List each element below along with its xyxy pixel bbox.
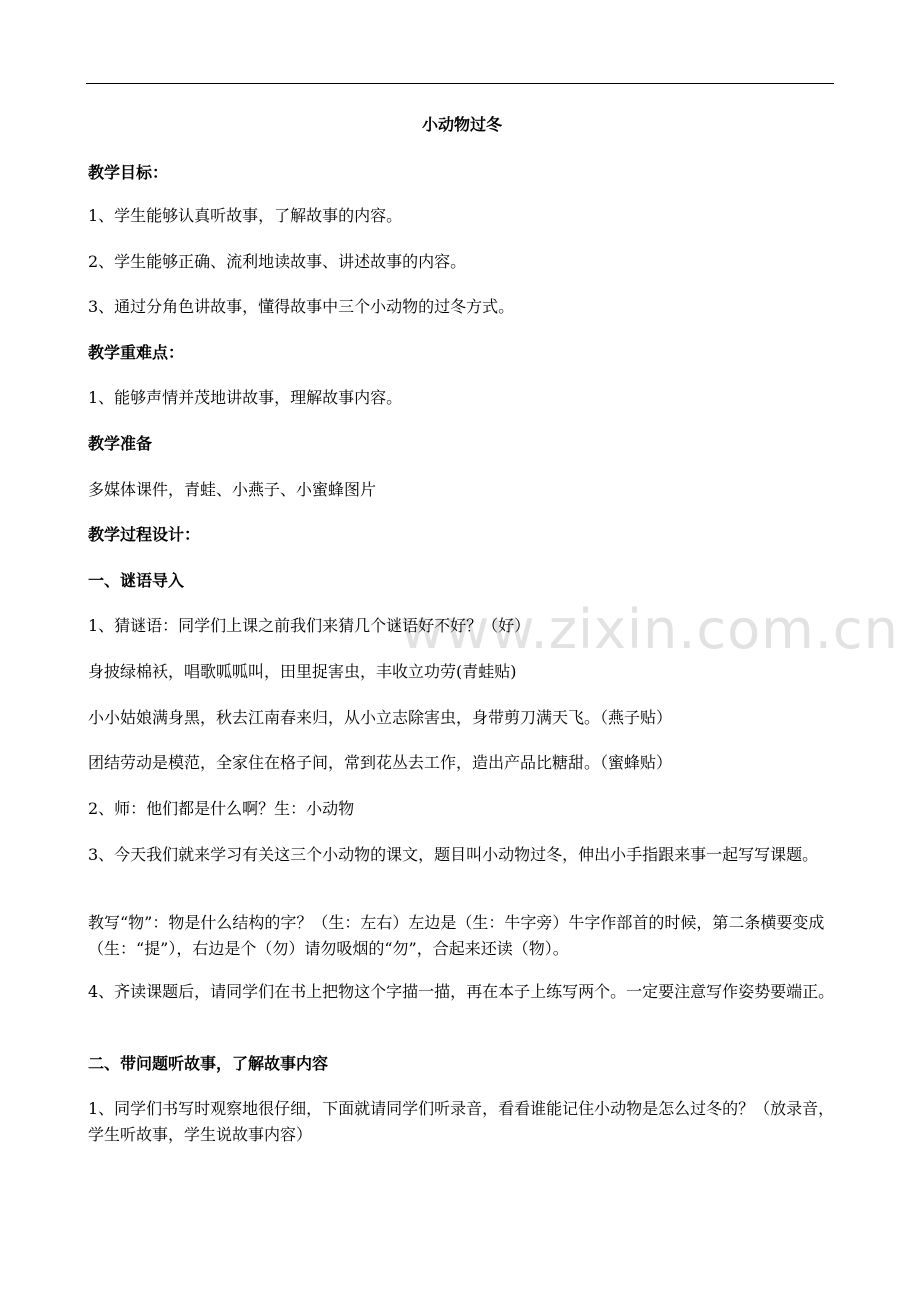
riddle-bee: 团结劳动是模范，全家住在格子间，常到花丛去工作，造出产品比糖甜。（蜜蜂贴）	[88, 753, 673, 772]
paragraph: 2、师：他们都是什么啊？生：小动物	[88, 799, 355, 818]
paragraph: 2、学生能够正确、流利地读故事、讲述故事的内容。	[88, 252, 467, 271]
riddle-frog: 身披绿棉袄，唱歌呱呱叫，田里捉害虫，丰收立功劳(青蛙贴)	[88, 662, 517, 681]
paragraph: 多媒体课件，青蛙、小燕子、小蜜蜂图片	[88, 480, 377, 499]
section-heading-key-points: 教学重难点：	[88, 343, 185, 362]
section-heading-objectives: 教学目标：	[88, 163, 169, 182]
paragraph: 1、猜谜语：同学们上课之前我们来猜几个谜语好不好？（好）	[88, 616, 531, 635]
section-heading-process: 教学过程设计：	[88, 525, 201, 544]
section-heading-listening: 二、带问题听故事，了解故事内容	[88, 1054, 329, 1073]
paragraph: 3、通过分角色讲故事，懂得故事中三个小动物的过冬方式。	[88, 297, 515, 316]
section-heading-preparation: 教学准备	[88, 434, 153, 453]
paragraph: 教写“物”：物是什么结构的字？（生：左右）左边是（生：牛字旁）牛字作部首的时候，第二条横要变成（生：“提”），右边是个（勿）请勿吸烟的“勿”，合起来还读（物）。	[88, 913, 825, 958]
paragraph: 3、今天我们就来学习有关这三个小动物的课文，题目叫小动物过冬，伸出小手指跟来事一起写写课题。	[88, 845, 819, 864]
paragraph: 1、同学们书写时观察地很仔细，下面就请同学们听录音，看看谁能记住小动物是怎么过冬的？（放录音，学生听故事，学生说故事内容）	[88, 1099, 835, 1144]
paragraph: 1、能够声情并茂地讲故事，理解故事内容。	[88, 388, 403, 407]
section-heading-riddles: 一、谜语导入	[88, 571, 185, 590]
paragraph: 4、齐读课题后，请同学们在书上把物这个字描一描，再在本子上练写两个。一定要注意写作姿势要端正。	[88, 982, 835, 1001]
header-rule	[86, 83, 834, 84]
riddle-swallow: 小小姑娘满身黑，秋去江南春来归，从小立志除害虫，身带剪刀满天飞。（燕子贴）	[88, 708, 673, 727]
watermark-text: www.zixin.com.cn	[400, 598, 899, 661]
page-title: 小动物过冬	[421, 115, 502, 134]
paragraph: 1、学生能够认真听故事，了解故事的内容。	[88, 206, 403, 225]
